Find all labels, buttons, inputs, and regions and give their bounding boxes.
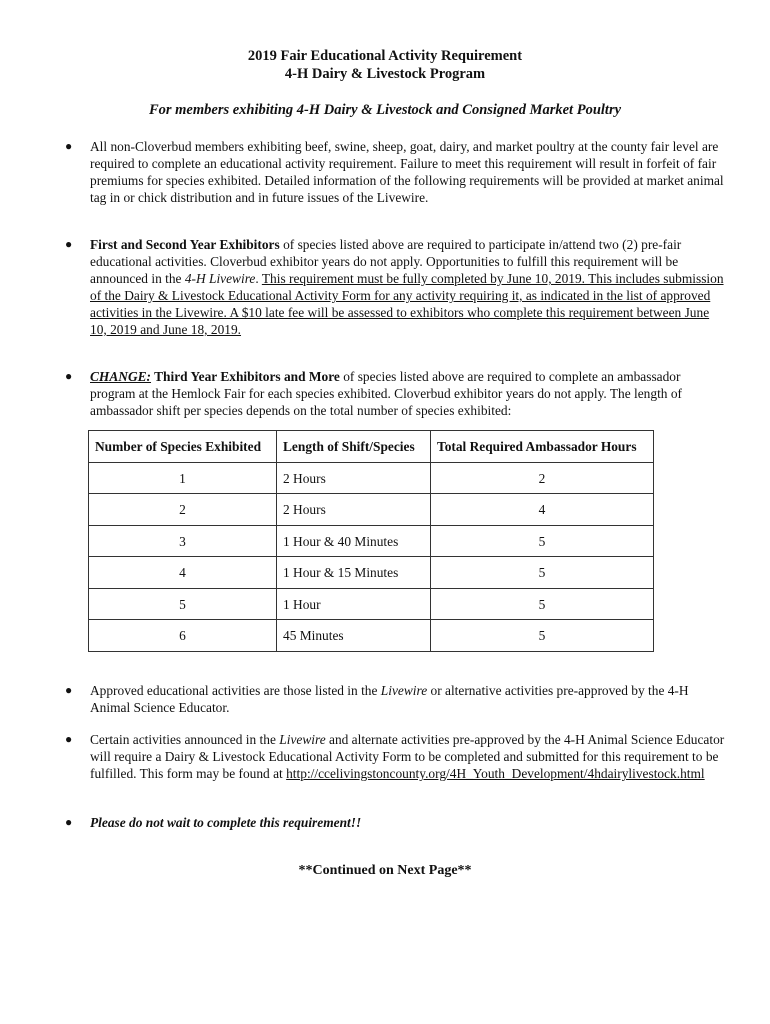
table-cell: 6 bbox=[89, 620, 277, 652]
text-segment: and alternate activities pre-approved by the 4-H Animal Science Educator will require a Dairy & Livestock Educational Activity Form to be completed and submitted for this requirement to be fulfilled. This form may be found at bbox=[90, 732, 725, 781]
bullet-icon: ● bbox=[65, 732, 73, 746]
bullet-text bbox=[90, 682, 725, 716]
bullet-item-activity-form bbox=[65, 731, 725, 782]
bold-label: Third Year Exhibitors and More bbox=[151, 369, 340, 384]
table-cell: 2 bbox=[431, 462, 654, 494]
table-row bbox=[89, 620, 654, 652]
bullet-text bbox=[90, 236, 725, 338]
page-subtitle: For members exhibiting 4-H Dairy & Livestock and Consigned Market Poultry bbox=[148, 102, 622, 118]
text-segment: Certain activities announced in the bbox=[90, 732, 280, 747]
table-row bbox=[89, 525, 654, 557]
bold-label: First and Second Year Exhibitors bbox=[90, 237, 280, 252]
text-segment: of species listed above are required to participate in/attend two (2) pre-fair educational activities. Cloverbud exhibitor years do not apply. Opportunities to fulfill this requirement will be announced in the bbox=[90, 237, 682, 286]
text-segment: Approved educational activities are those listed in the bbox=[90, 683, 381, 698]
table-cell: 5 bbox=[431, 620, 654, 652]
table-cell: 2 Hours bbox=[277, 494, 431, 526]
table-cell: 2 bbox=[89, 494, 277, 526]
bullet-text bbox=[90, 368, 725, 419]
bullet-item-reminder bbox=[65, 814, 725, 831]
table-row bbox=[89, 462, 654, 494]
italic-segment: 4-H Livewire bbox=[184, 271, 256, 286]
underlined-deadline: This requirement must be fully completed by June 10, 2019. This includes submission of the Dairy & Livestock Educational Activity Form for any activity requiring it, as indicated in the list of approved activities in the Livewire. A $10 late fee will be assessed to exhibitors who complete this requirement between June 10, 2019 and June 18, 2019. bbox=[90, 271, 724, 337]
table-cell: 5 bbox=[431, 557, 654, 589]
table-row bbox=[89, 588, 654, 620]
italic-segment: Livewire bbox=[380, 683, 428, 698]
text-segment: or alternative activities pre-approved by the 4-H Animal Science Educator. bbox=[90, 683, 689, 715]
page-title: 2019 Fair Educational Activity Requirement bbox=[247, 48, 523, 64]
table-cell: 1 Hour & 40 Minutes bbox=[277, 525, 431, 557]
table-cell: 1 bbox=[89, 462, 277, 494]
bullet-icon: ● bbox=[65, 139, 73, 153]
table-header-shift: Length of Shift/Species bbox=[277, 431, 431, 463]
bullet-icon: ● bbox=[65, 683, 73, 697]
table-cell: 3 bbox=[89, 525, 277, 557]
table-row bbox=[89, 557, 654, 589]
text-segment: . bbox=[255, 271, 262, 286]
activity-form-link[interactable]: http://ccelivingstoncounty.org/4H_Youth_Development/4hdairylivestock.html bbox=[286, 766, 705, 781]
change-label: CHANGE: bbox=[90, 369, 152, 384]
program-title: 4-H Dairy & Livestock Program bbox=[284, 66, 486, 82]
continued-notice: **Continued on Next Page** bbox=[298, 863, 472, 878]
table-header-row bbox=[89, 431, 654, 463]
table-cell: 1 Hour bbox=[277, 588, 431, 620]
bullet-icon: ● bbox=[65, 237, 73, 251]
table-cell: 5 bbox=[89, 588, 277, 620]
bullet-item-requirement-overview bbox=[65, 138, 725, 206]
table-header-total: Total Required Ambassador Hours bbox=[431, 431, 654, 463]
table-cell: 1 Hour & 15 Minutes bbox=[277, 557, 431, 589]
table-cell: 2 Hours bbox=[277, 462, 431, 494]
bullet-text: All non-Cloverbud members exhibiting beef, swine, sheep, goat, dairy, and market poultry at the county fair level are required to complete an educational activity requirement. Failure to meet this requirement will result in forfeit of fair premiums for species exhibited. Detailed information of the following requirements will be provided at market animal tag in or chick distribution and in future issues of the Livewire. bbox=[90, 139, 724, 205]
bullet-icon: ● bbox=[65, 815, 73, 829]
ambassador-hours-table bbox=[88, 430, 654, 652]
bullet-item-third-year bbox=[65, 368, 725, 419]
reminder-text: Please do not wait to complete this requirement!! bbox=[90, 815, 362, 830]
table-cell: 45 Minutes bbox=[277, 620, 431, 652]
table-cell: 4 bbox=[431, 494, 654, 526]
bullet-text bbox=[90, 731, 725, 782]
table-header-species: Number of Species Exhibited bbox=[89, 431, 277, 463]
table-cell: 4 bbox=[89, 557, 277, 589]
text-segment: of species listed above are required to complete an ambassador program at the Hemlock Fair for each species exhibited. Cloverbud exhibitor years do not apply. The length of ambassador shift per species depends on the total number of species exhibited: bbox=[90, 369, 682, 418]
italic-segment: Livewire bbox=[279, 732, 326, 747]
table-row bbox=[89, 494, 654, 526]
bullet-item-first-second-year bbox=[65, 236, 725, 338]
table-cell: 5 bbox=[431, 525, 654, 557]
bullet-item-approved-activities bbox=[65, 682, 725, 716]
table-cell: 5 bbox=[431, 588, 654, 620]
bullet-icon: ● bbox=[65, 369, 73, 383]
